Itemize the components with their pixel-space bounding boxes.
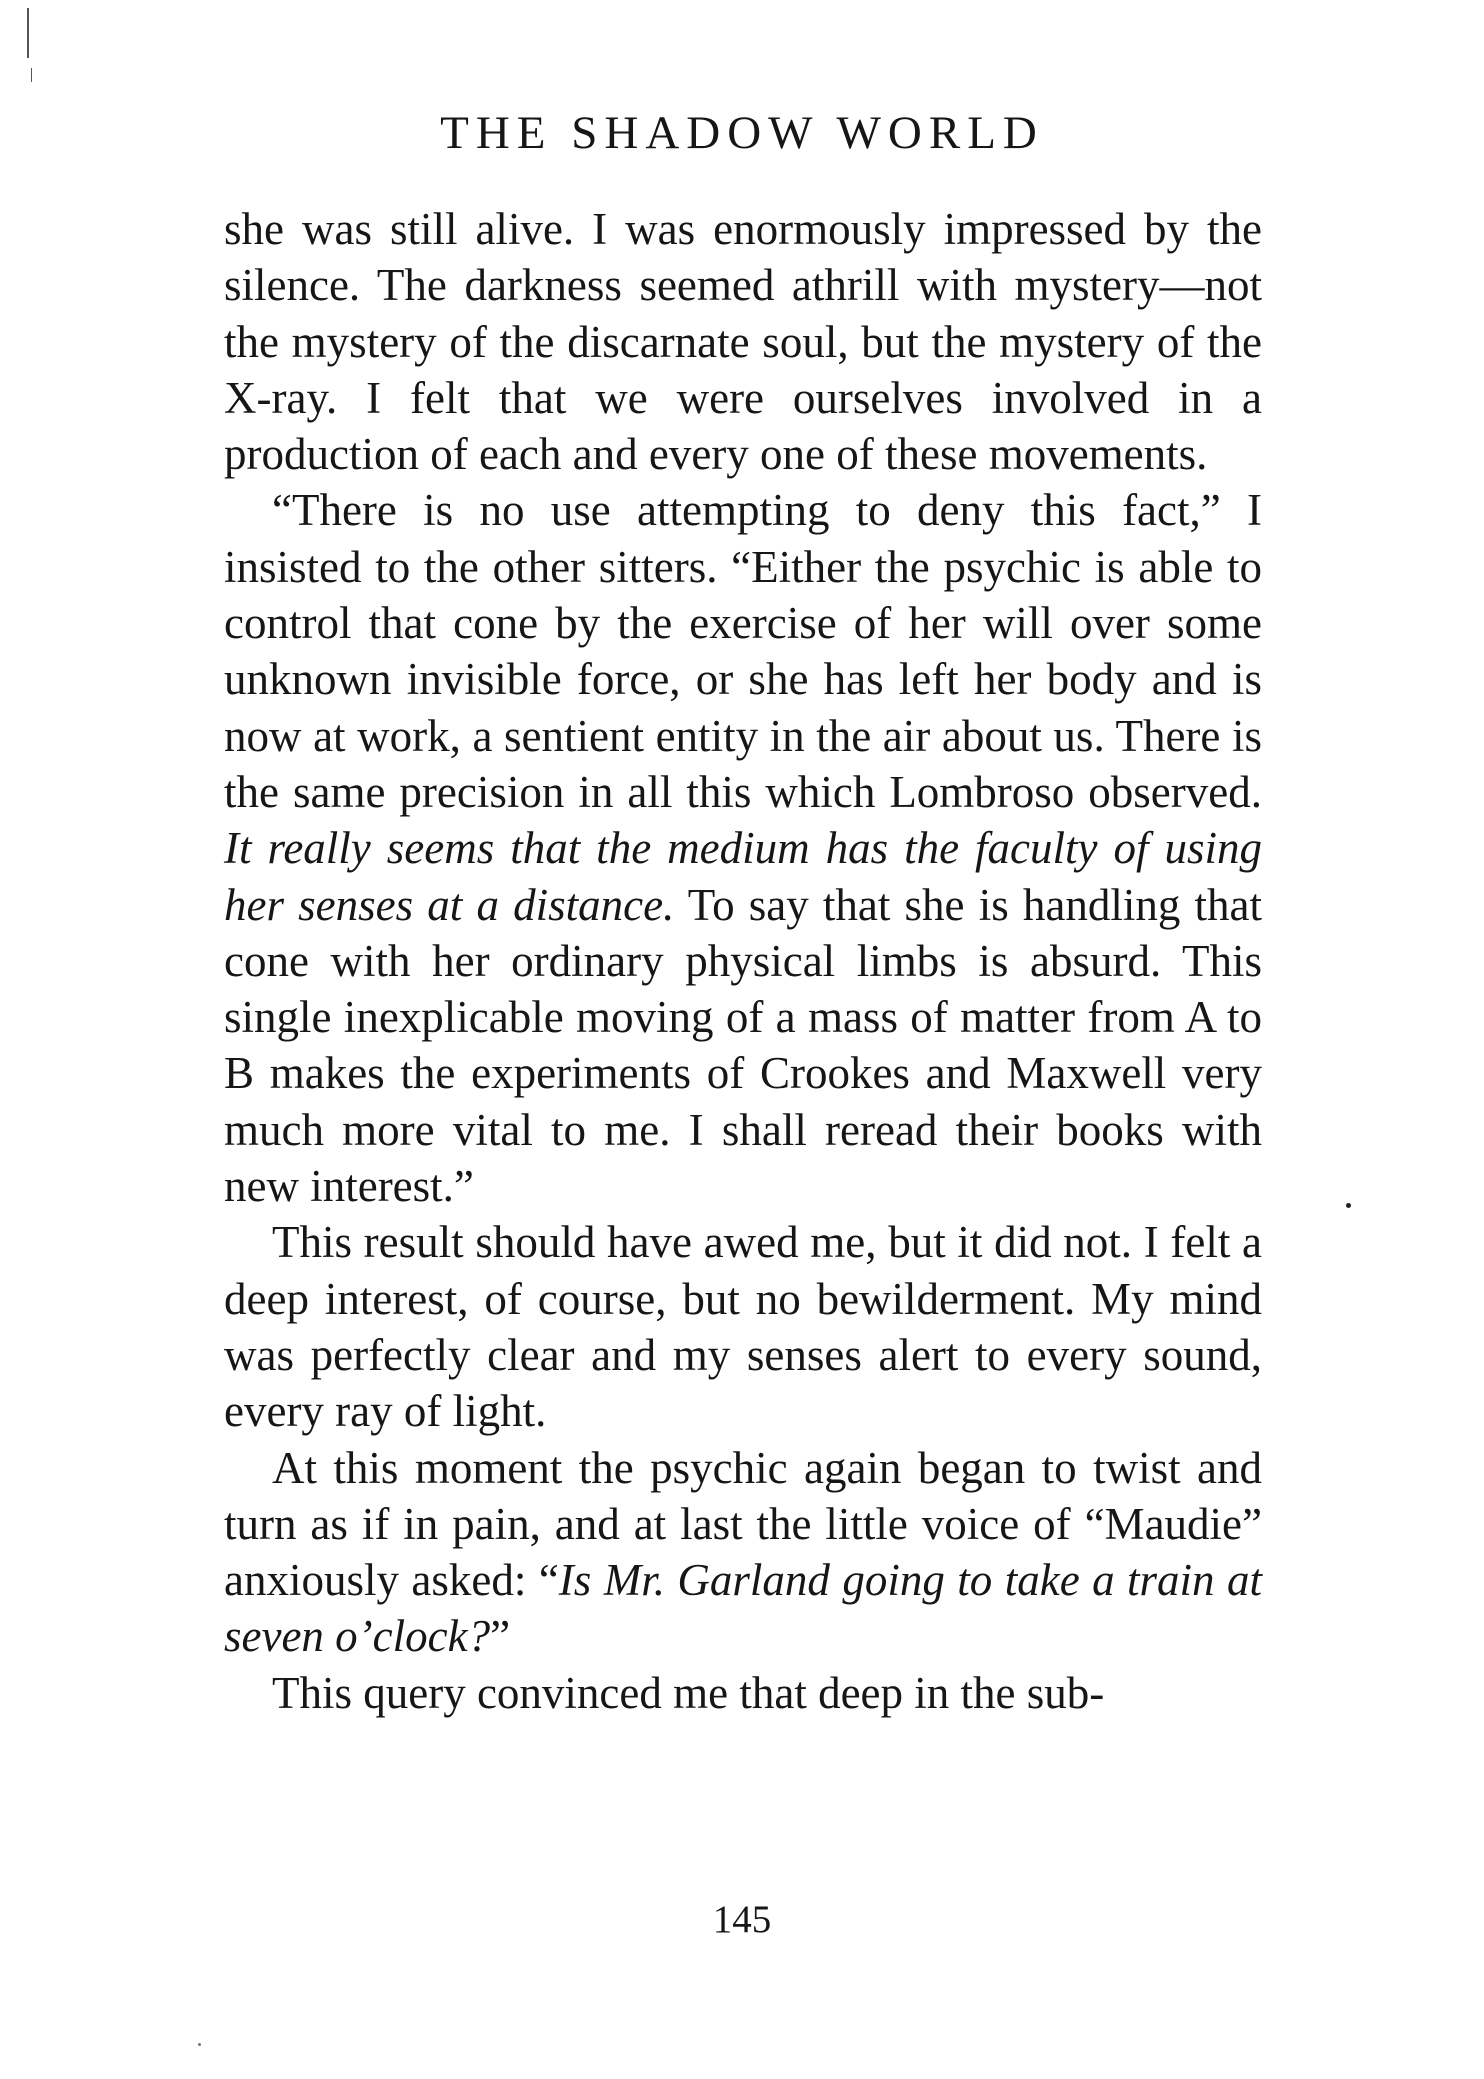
paragraph (224, 1214, 1262, 1439)
paragraph-text: “There is no use attempting to deny this fact,” I insisted to the other sitters. “Either the psychic is able to control that cone by the exercise of her will over some unknown invisible force, or she has left her body and is now at work, a sentient entity in the air about us. There is the same precision in all this which Lombroso observed. (224, 485, 1262, 817)
page-number: 145 (712, 1898, 772, 1941)
body-text (224, 201, 1262, 1721)
italic-text: It really seems that the medium has the faculty of using her senses at a distance. (224, 823, 1262, 930)
paragraph-text: ” (490, 1611, 511, 1662)
scan-edge-mark (31, 68, 32, 82)
paragraph-text: This query convinced me that deep in the sub- (272, 1667, 1105, 1718)
italic-text: Is Mr. Garland going to take a train at seven o’clock? (224, 1555, 1262, 1662)
scan-edge-mark (1346, 1203, 1351, 1208)
paragraph-text: To say that she is handling that cone with her ordinary physical limbs is absurd. This single inexplicable moving of a mass of matter from A to B makes the experiments of Crookes and Maxwell very much more vital to me. I shall reread their books with new interest.” (224, 879, 1263, 1212)
scan-edge-mark (198, 2043, 201, 2046)
paragraph-text: At this moment the psychic again began to twist and turn as if in pain, and at last the little voice of “Maudie” anxiously asked: “ (224, 1442, 1262, 1606)
paragraph (224, 1665, 1262, 1721)
paragraph (224, 482, 1262, 1214)
running-head: THE SHADOW WORLD (440, 107, 1044, 159)
paragraph (224, 1440, 1262, 1665)
paragraph-text: she was still alive. I was enormously impressed by the silence. The darkness seemed athrill with mystery—not the mystery of the discarnate soul, but the mystery of the X-ray. I felt that we were ourselves involved in a production of each and every one of these movements. (224, 204, 1262, 480)
scan-edge-mark (27, 8, 29, 58)
paragraph-text: This result should have awed me, but it did not. I felt a deep interest, of course, but no bewilderment. My mind was perfectly clear and my senses alert to every sound, every ray of light. (224, 1217, 1262, 1437)
paragraph (224, 201, 1262, 482)
